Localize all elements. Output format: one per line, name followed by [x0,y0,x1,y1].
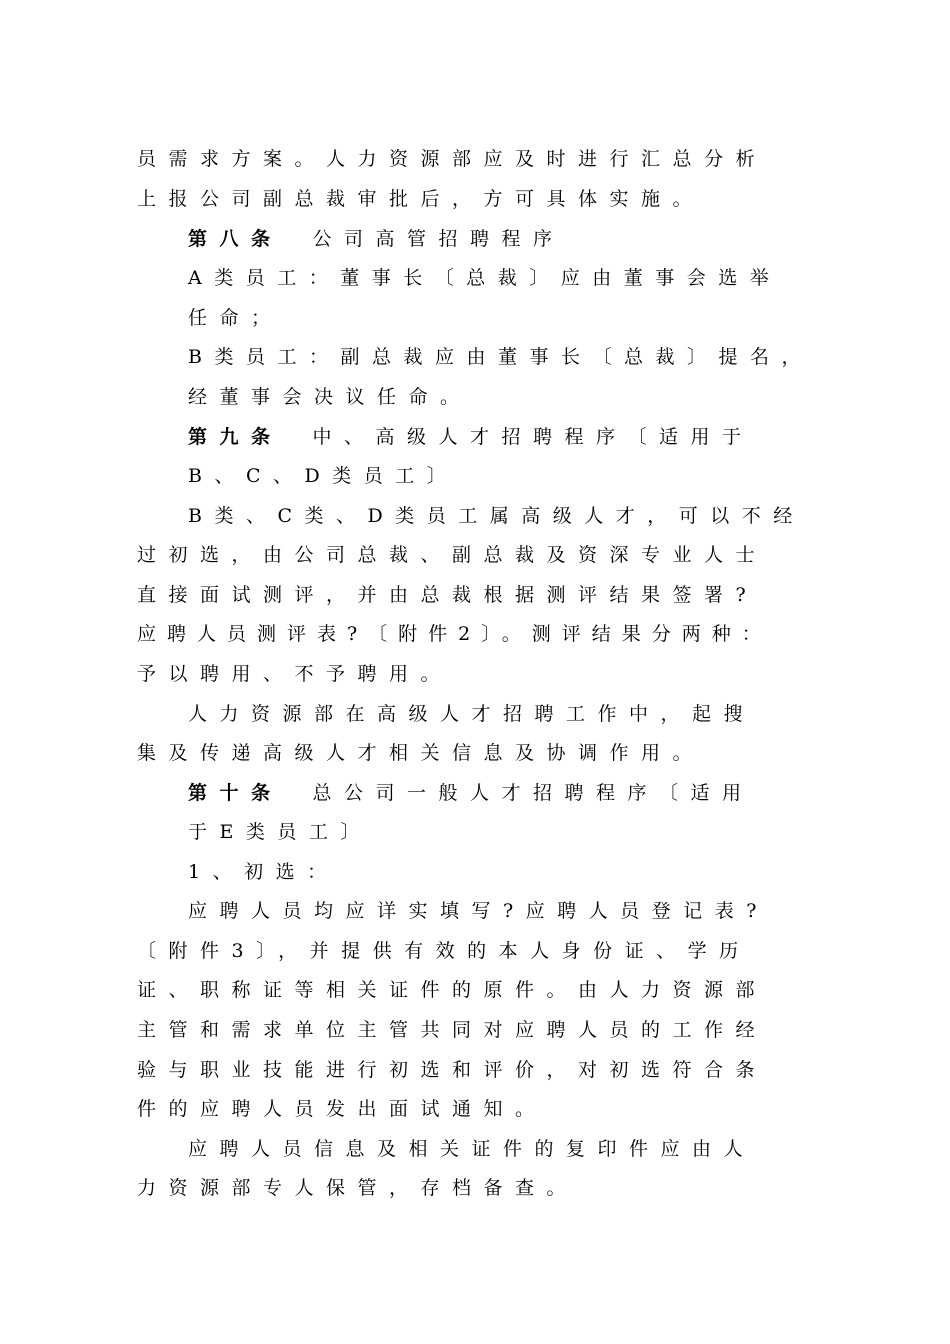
body-line: B类员工：副总裁应由董事长〔总裁〕提名， [188,346,813,368]
body-line: 员需求方案。人力资源部应及时进行汇总分析 [137,148,768,170]
article-number: 第八条 [188,228,283,250]
body-line: 〔附件3〕，并提供有效的本人身份证、学历 [137,940,751,962]
body-line: 集及传递高级人才相关信息及协调作用。 [137,742,705,764]
body-line: 证、职称证等相关证件的原件。由人力资源部 [137,979,768,1001]
body-line: 件的应聘人员发出面试通知。 [137,1098,547,1120]
body-line: 任命； [188,307,283,329]
body-line: 主管和需求单位主管共同对应聘人员的工作经 [137,1019,768,1041]
body-line: 上报公司副总裁审批后，方可具体实施。 [137,188,705,210]
article-title: 公司高管招聘程序 [312,228,565,250]
body-line: 验与职业技能进行初选和评价，对初选符合条 [137,1059,768,1081]
article-title: 中、高级人才招聘程序〔适用于 [312,426,754,448]
article-number: 第九条 [188,426,283,448]
article-title: 总公司一般人才招聘程序〔适用 [312,782,754,804]
body-line: 应聘人员测评表?〔附件2〕。测评结果分两种： [137,623,772,645]
body-line: B、C、D类员工〕 [188,465,459,487]
article-heading-line [188,781,754,805]
body-line: 人力资源部在高级人才招聘工作中，起搜 [188,703,756,725]
body-line: B类、C类、D类员工属高级人才，可以不经 [188,505,805,527]
body-line: 过初选，由公司总裁、副总裁及资深专业人士 [137,544,768,566]
body-line: 于E类员工〕 [188,821,372,843]
body-line: 经董事会决议任命。 [188,386,472,408]
body-line: 应聘人员均应详实填写?应聘人员登记表? [188,900,769,922]
article-heading-line [188,227,565,251]
body-line: 力资源部专人保管，存档备查。 [137,1177,579,1199]
body-line: 应聘人员信息及相关证件的复印件应由人 [188,1138,756,1160]
article-heading-line [188,425,754,449]
body-line: 直接面试测评，并由总裁根据测评结果签署? [137,584,759,606]
body-line: 1、初选： [188,861,339,883]
body-line: 予以聘用、不予聘用。 [137,663,453,685]
article-number: 第十条 [188,782,283,804]
body-line: A类员工：董事长〔总裁〕应由董事会选举 [188,267,782,289]
